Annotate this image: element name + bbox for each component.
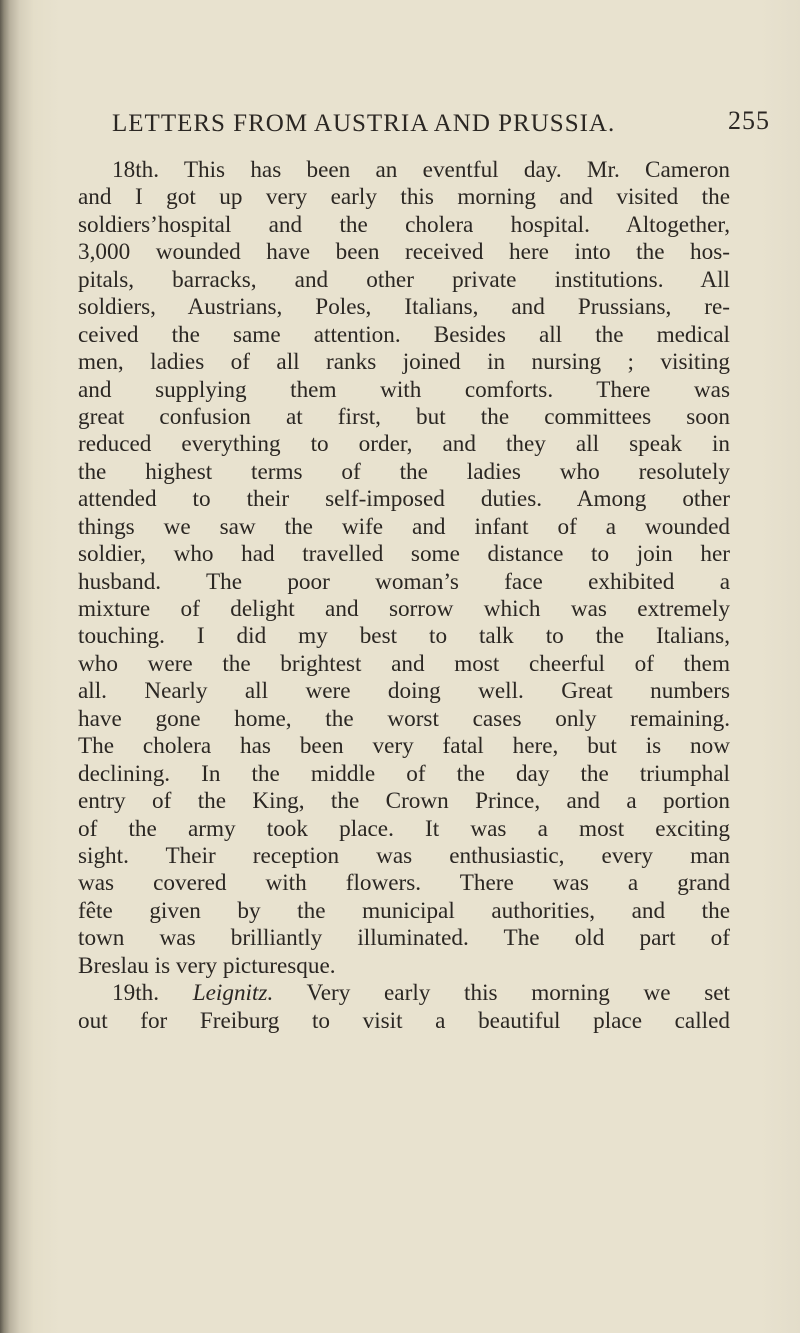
text-line: soldiers, Austrians, Poles, Italians, and Prussians, re- <box>78 294 730 321</box>
running-title: LETTERS FROM AUSTRIA AND PRUSSIA. <box>112 110 616 137</box>
text-line: touching. I did my best to talk to the Italians, <box>78 623 730 650</box>
text-line: the highest terms of the ladies who resolutely <box>78 458 730 485</box>
body-text <box>78 157 730 1035</box>
text-line: great confusion at first, but the committees soon <box>78 403 730 430</box>
text-line: who were the brightest and most cheerful of them <box>78 650 730 677</box>
text-line: of the army took place. It was a most exciting <box>78 815 730 842</box>
text-line: have gone home, the worst cases only remaining. <box>78 705 730 732</box>
text-line: reduced everything to order, and they all speak in <box>78 431 730 458</box>
text-line: all. Nearly all were doing well. Great numbers <box>78 678 730 705</box>
text-line: ceived the same attention. Besides all the medical <box>78 321 730 348</box>
text-line: mixture of delight and sorrow which was extremely <box>78 596 730 622</box>
text-line: declining. In the middle of the day the triumphal <box>78 760 730 787</box>
page-number: 255 <box>728 106 770 135</box>
text-line: Breslau is very picturesque. <box>78 952 336 979</box>
text-line: 3,000 wounded have been received here into the hos- <box>78 239 730 266</box>
text-line: fête given by the municipal authorities, and the <box>78 897 730 924</box>
entry-19-line <box>78 980 730 1007</box>
text-line: attended to their self-imposed duties. Among other <box>78 486 730 513</box>
text-line: pitals, barracks, and other private institutions. All <box>78 266 730 293</box>
text-line: 18th. This has been an eventful day. Mr. Cameron <box>112 157 730 183</box>
text-line: The cholera has been very fatal here, but is now <box>78 733 730 760</box>
text-line: and supplying them with comforts. There was <box>78 376 730 403</box>
text-line: town was brilliantly illuminated. The old part of <box>78 925 730 952</box>
text-line: soldier, who had travelled some distance to join her <box>78 541 730 568</box>
entry-place: Leignitz. <box>192 980 274 1007</box>
text-line: sight. Their reception was enthusiastic, every man <box>78 842 730 869</box>
text-line: husband. The poor woman’s face exhibited a <box>78 568 730 595</box>
entry-text: Very early this morning we set <box>306 980 730 1007</box>
entry-date: 19th. <box>112 980 160 1007</box>
text-line: things we saw the wife and infant of a wounded <box>78 513 730 540</box>
text-line: soldiers’hospital and the cholera hospital. Altogether, <box>78 211 730 238</box>
text-line: was covered with flowers. There was a grand <box>78 870 730 897</box>
text-line: entry of the King, the Crown Prince, and a portion <box>78 788 730 815</box>
text-line: men, ladies of all ranks joined in nursing ; visiting <box>78 349 730 376</box>
text-line: out for Freiburg to visit a beautiful place called <box>78 1007 730 1034</box>
text-line: and I got up very early this morning and visited the <box>78 184 730 211</box>
